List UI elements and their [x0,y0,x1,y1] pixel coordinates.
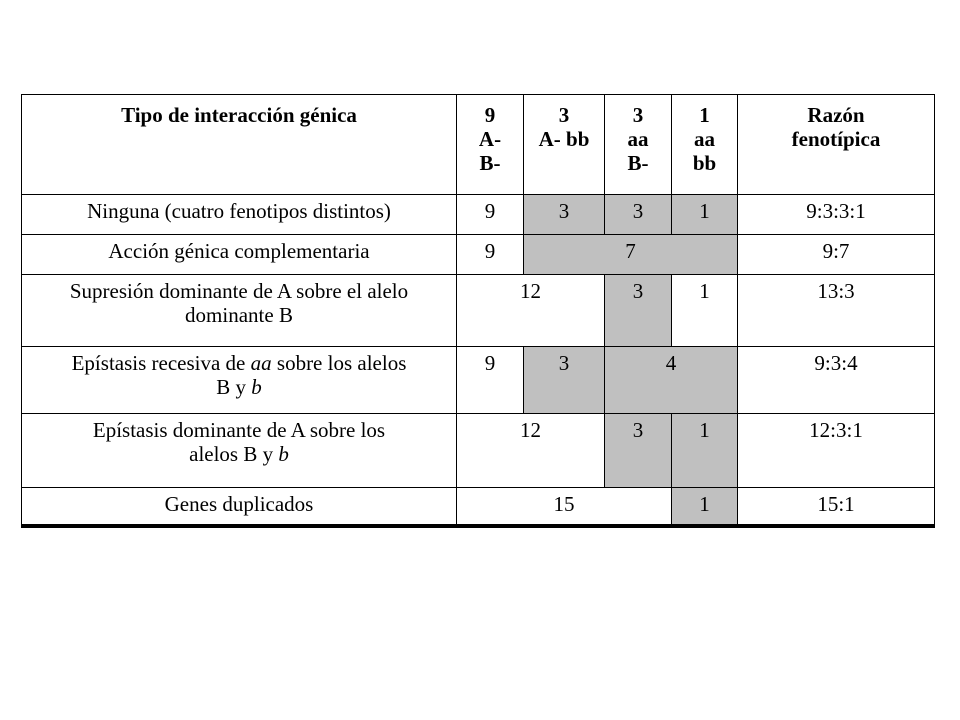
header-9-A-B: 9 A- B- [457,95,524,195]
cell-ratio: 9:7 [738,235,935,275]
cell-ratio: 15:1 [738,488,935,526]
header-3-A-bb: 3 A- bb [524,95,605,195]
table-row [22,195,935,235]
table-row [22,347,935,414]
row-type: Ninguna (cuatro fenotipos distintos) [22,195,457,235]
cell-value-merged: 12 [457,414,605,488]
cell-value-merged: 15 [457,488,672,526]
cell-value-merged: 12 [457,275,605,347]
row-type: Epístasis dominante de A sobre los alelos B y b [22,414,457,488]
cell-value: 3 [605,275,672,347]
table-row [22,235,935,275]
cell-value-merged: 7 [524,235,738,275]
cell-value: 9 [457,235,524,275]
table-header-row [22,95,935,195]
table-row [22,414,935,488]
cell-value: 3 [524,347,605,414]
row-type: Acción génica complementaria [22,235,457,275]
cell-value: 1 [672,414,738,488]
header-phenotypic-ratio: Razón fenotípica [738,95,935,195]
header-3-aa-B: 3 aa B- [605,95,672,195]
cell-value: 1 [672,488,738,526]
cell-ratio: 9:3:3:1 [738,195,935,235]
cell-ratio: 13:3 [738,275,935,347]
row-type: Supresión dominante de A sobre el alelo dominante B [22,275,457,347]
cell-value: 3 [605,414,672,488]
cell-value: 3 [605,195,672,235]
cell-value-merged: 4 [605,347,738,414]
genetic-interaction-table [21,94,935,528]
row-type: Genes duplicados [22,488,457,526]
table-row [22,275,935,347]
row-type: Epístasis recesiva de aa sobre los alelos B y b [22,347,457,414]
header-interaction-type: Tipo de interacción génica [22,95,457,195]
cell-value: 9 [457,195,524,235]
cell-value: 9 [457,347,524,414]
cell-value: 3 [524,195,605,235]
cell-value: 1 [672,275,738,347]
table-row [22,488,935,526]
header-1-aa-bb: 1 aa bb [672,95,738,195]
cell-ratio: 9:3:4 [738,347,935,414]
cell-value: 1 [672,195,738,235]
cell-ratio: 12:3:1 [738,414,935,488]
